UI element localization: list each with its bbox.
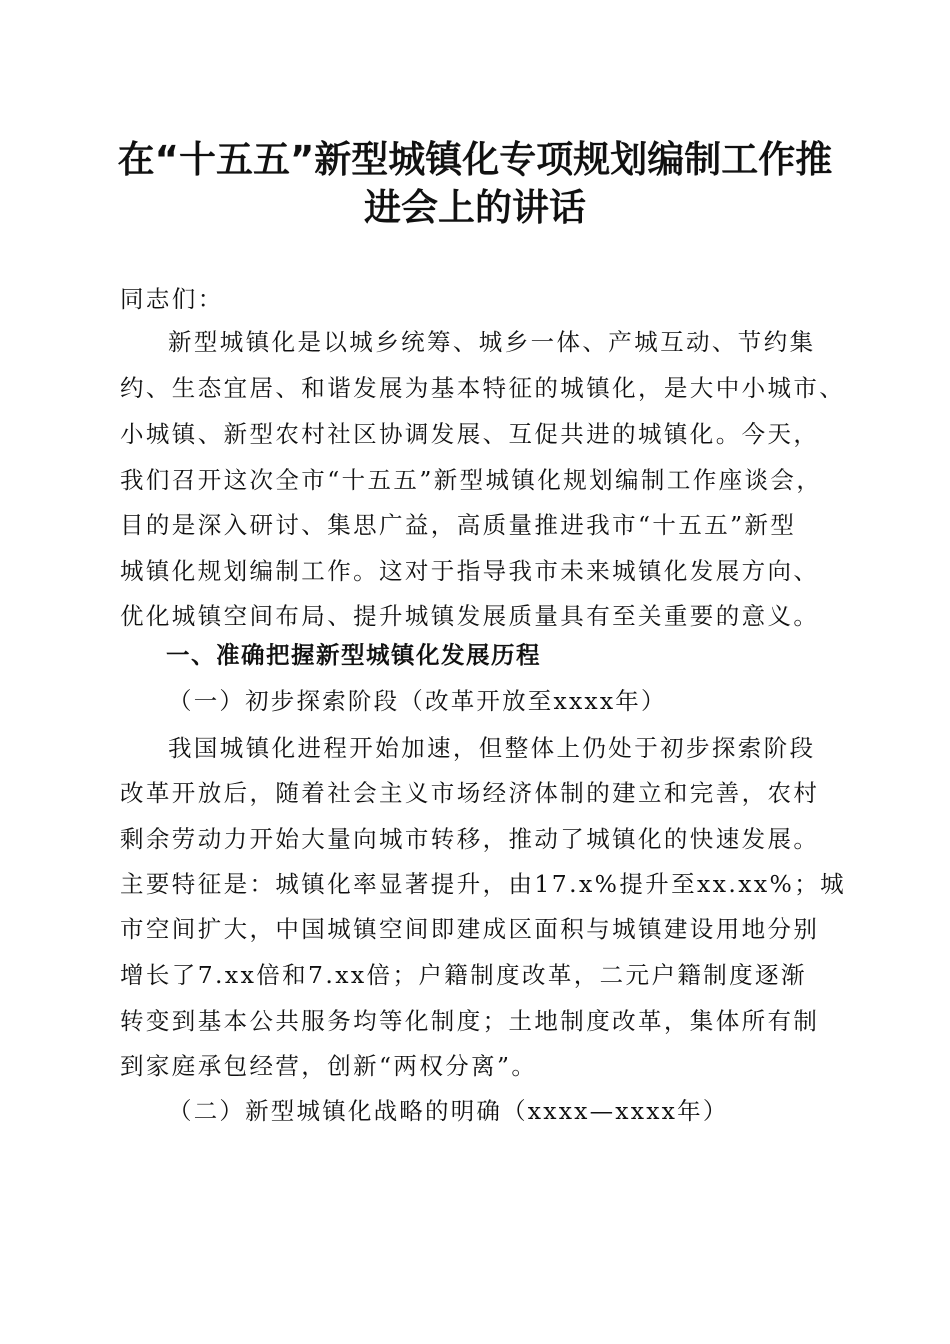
sub1-line-8: 到家庭承包经营，创新“两权分离”。	[120, 1052, 538, 1080]
intro-line-4: 我们召开这次全市“十五五”新型城镇化规划编制工作座谈会，	[120, 466, 823, 494]
intro-line-5: 目的是深入研讨、集思广益，高质量推进我市“十五五”新型	[120, 511, 797, 539]
intro-line-2: 约、生态宜居、和谐发展为基本特征的城镇化，是大中小城市、	[120, 374, 846, 402]
subsection-1-heading: （一）初步探索阶段（改革开放至xxxx年）	[168, 687, 667, 715]
sub1-line-4: 主要特征是：城镇化率显著提升，由17.x%提升至xx.xx%；城	[120, 870, 847, 898]
sub1-line-5: 市空间扩大，中国城镇空间即建成区面积与城镇建设用地分别	[120, 915, 820, 943]
sub1-line-3: 剩余劳动力开始大量向城市转移，推动了城镇化的快速发展。	[120, 825, 820, 853]
intro-line-1: 新型城镇化是以城乡统筹、城乡一体、产城互动、节约集	[168, 328, 816, 356]
intro-line-6: 城镇化规划编制工作。这对于指导我市未来城镇化发展方向、	[120, 557, 820, 585]
intro-line-3: 小城镇、新型农村社区协调发展、互促共进的城镇化。今天，	[120, 420, 820, 448]
subsection-2-heading: （二）新型城镇化战略的明确（xxxx—xxxx年）	[168, 1097, 729, 1125]
document-title-line-2: 进会上的讲话	[364, 186, 586, 229]
sub1-line-1: 我国城镇化进程开始加速，但整体上仍处于初步探索阶段	[168, 734, 816, 762]
section-1-heading: 一、准确把握新型城镇化发展历程	[166, 641, 541, 669]
sub1-line-6: 增长了7.xx倍和7.xx倍；户籍制度改革，二元户籍制度逐渐	[120, 961, 807, 989]
intro-line-7: 优化城镇空间布局、提升城镇发展质量具有至关重要的意义。	[120, 602, 820, 630]
sub1-line-2: 改革开放后，随着社会主义市场经济体制的建立和完善，农村	[120, 779, 820, 807]
sub1-line-7: 转变到基本公共服务均等化制度；土地制度改革，集体所有制	[120, 1007, 820, 1035]
document-title-line-1: 在“十五五”新型城镇化专项规划编制工作推	[117, 138, 833, 181]
greeting: 同志们：	[120, 285, 224, 313]
